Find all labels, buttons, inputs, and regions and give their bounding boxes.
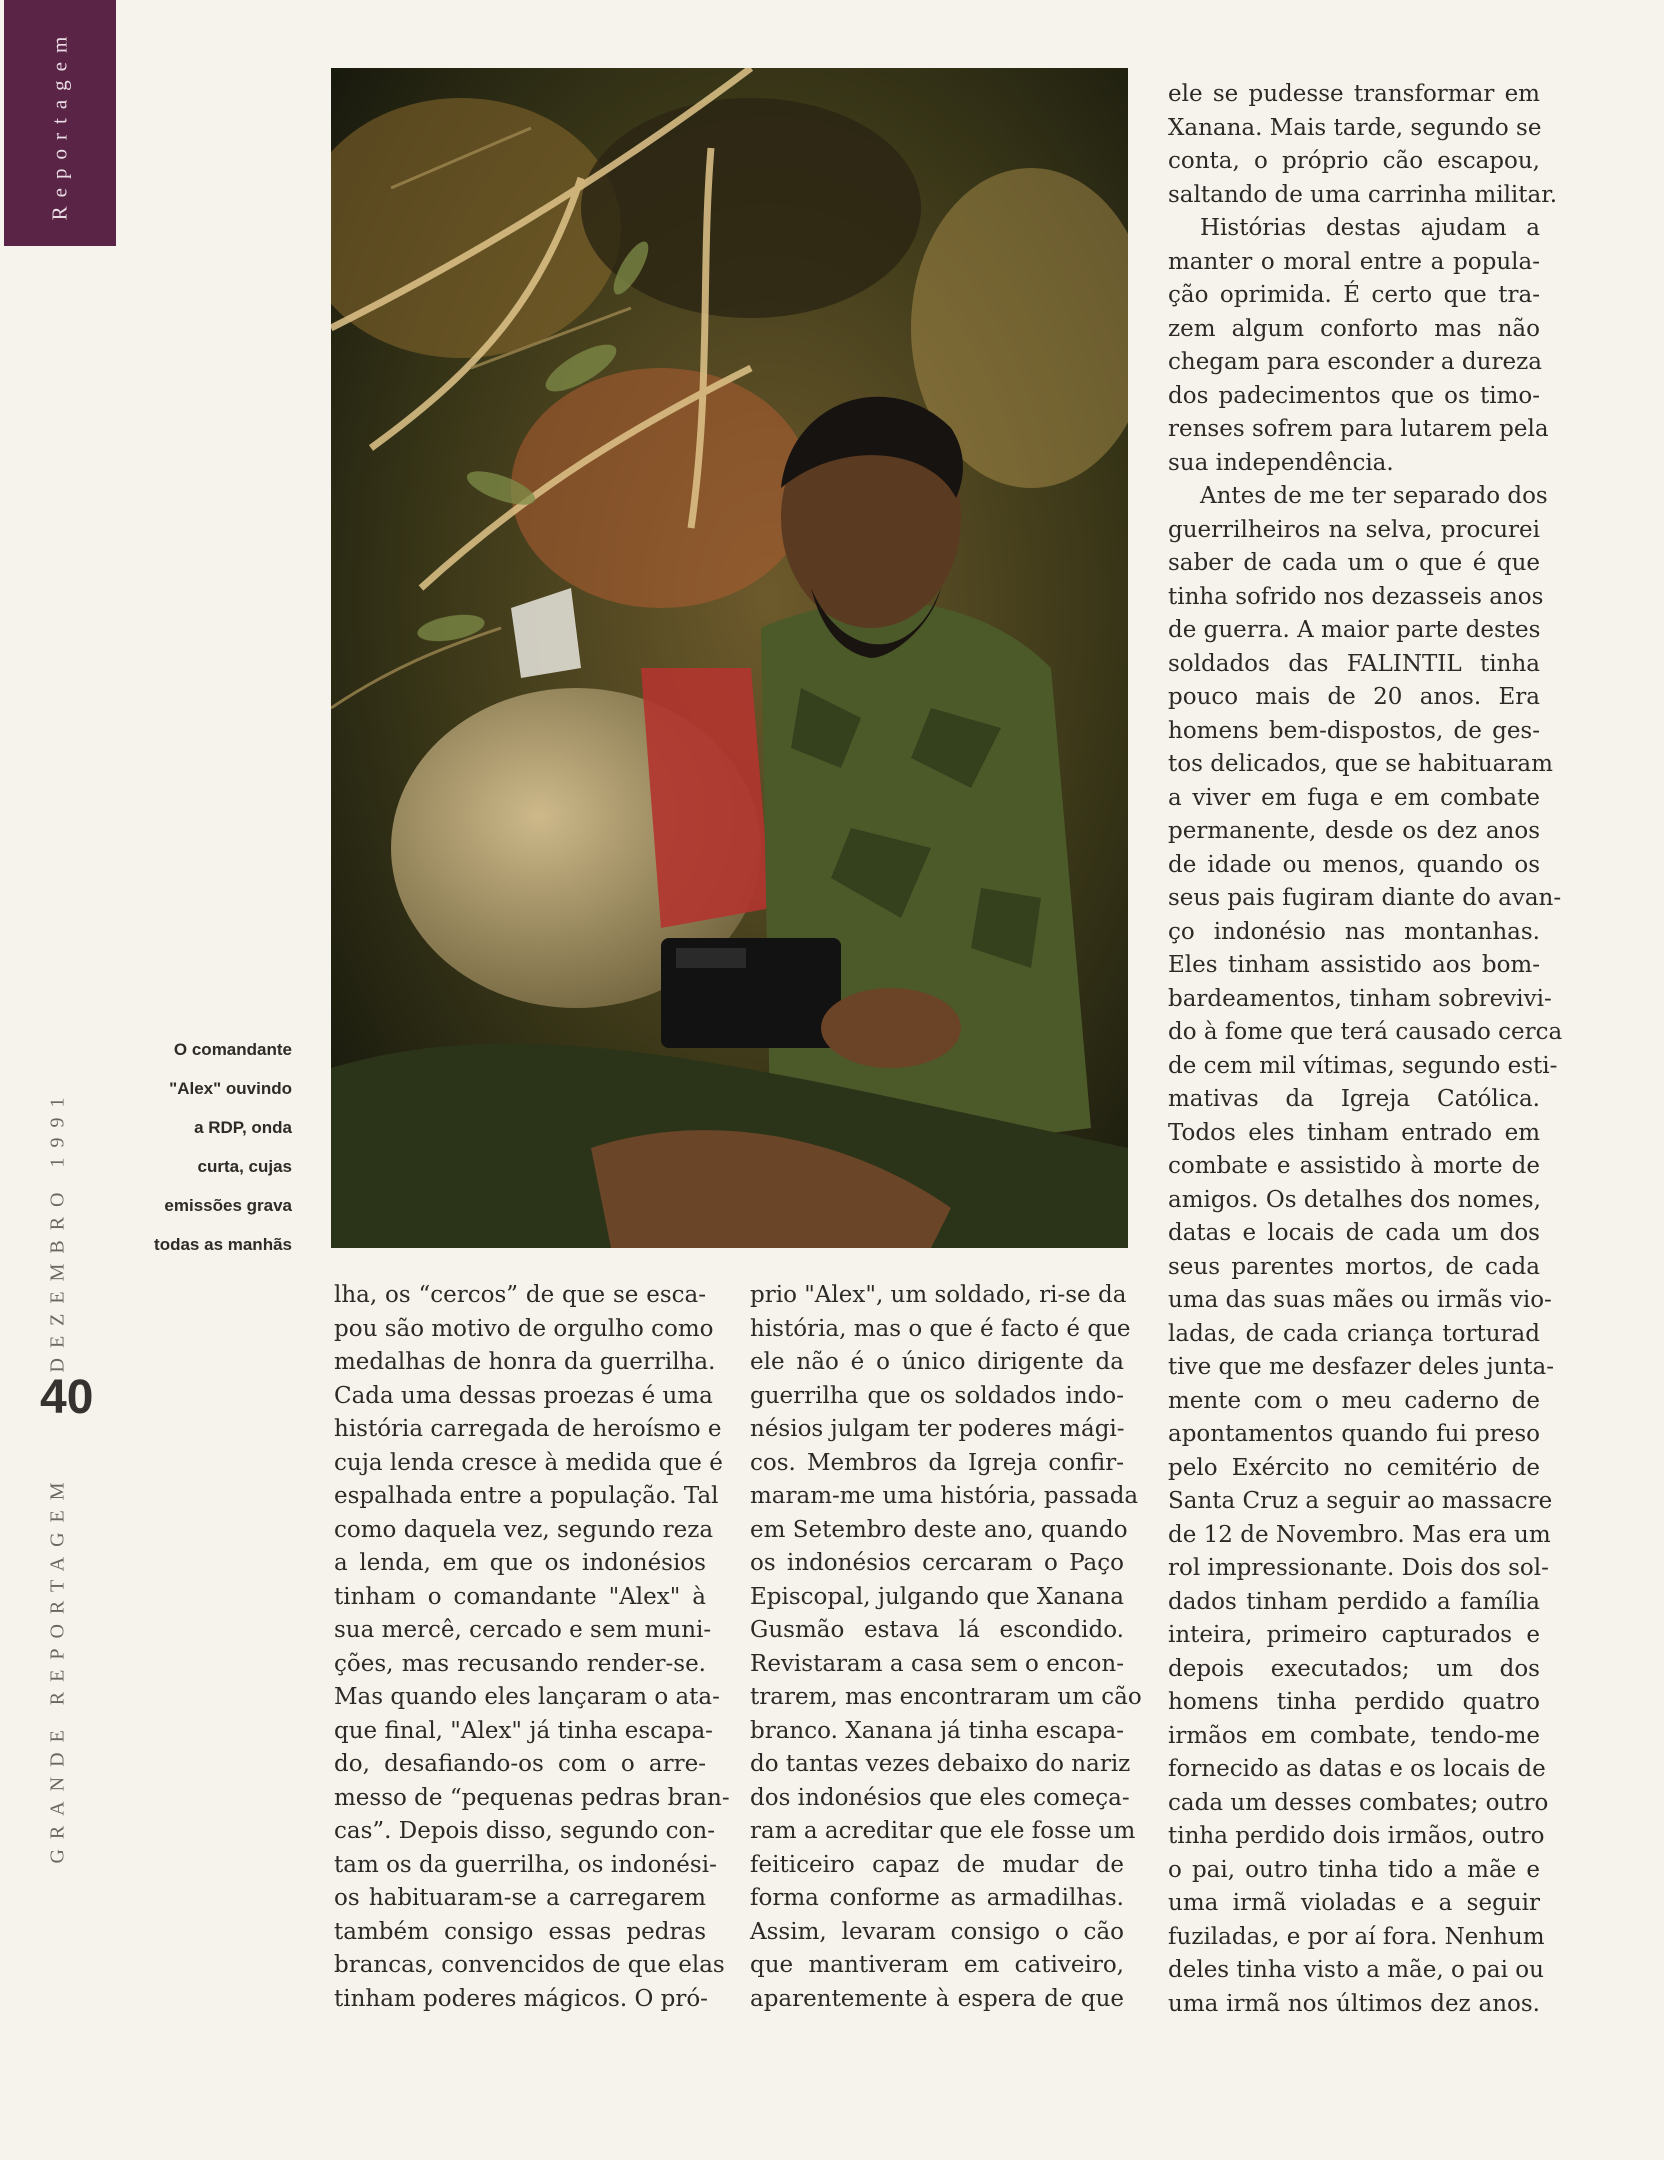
text-line: do à fome que terá causado cerca (1168, 1019, 1563, 1045)
text-line: a lenda, em que os indonésios (334, 1550, 706, 1576)
text-line: os habituaram-se a carregarem (334, 1885, 706, 1911)
text-line: manter o moral entre a popula- (1168, 248, 1540, 275)
text-line: os indonésios cercaram o Paço (750, 1550, 1124, 1576)
text-line: prio "Alex", um soldado, ri-se da (750, 1282, 1127, 1308)
text-line: pelo Exército no cemitério de (1168, 1454, 1540, 1481)
text-line: medalhas de honra da guerrilha. (334, 1349, 716, 1375)
photo-caption (118, 1030, 292, 1264)
text-line: aparentemente à espera de que (750, 1985, 1124, 2012)
page-number: 40 (40, 1371, 94, 1424)
text-line: forma conforme as armadilhas. (750, 1885, 1124, 1911)
text-column-3 (1168, 78, 1563, 2021)
text-line: tam os da guerrilha, os indonési- (334, 1851, 717, 1878)
text-line: sua independência. (1168, 449, 1394, 476)
text-line: cas”. Depois disso, segundo con- (334, 1818, 715, 1844)
text-line: bardeamentos, tinham sobrevivi- (1168, 985, 1552, 1012)
text-line: de guerra. A maior parte destes (1168, 617, 1541, 643)
text-line: lha, os “cercos” de que se esca- (334, 1282, 706, 1308)
text-line: ram a acreditar que ele fosse um (750, 1818, 1136, 1844)
text-line: Eles tinham assistido aos bom- (1168, 952, 1540, 978)
text-line: renses sofrem para lutarem pela (1168, 416, 1549, 442)
text-line: uma das suas mães ou irmãs vio- (1168, 1287, 1552, 1313)
text-line: branco. Xanana já tinha escapa- (750, 1717, 1124, 1744)
text-line: homens tinha perdido quatro (1168, 1689, 1540, 1715)
text-line: também consigo essas pedras (334, 1918, 706, 1945)
text-line: homens bem-dispostos, de ges- (1168, 717, 1540, 744)
text-line: ção oprimida. É certo que tra- (1168, 282, 1540, 308)
text-line: tinham o comandante "Alex" à (334, 1583, 706, 1610)
text-line: mente com o meu caderno de (1168, 1387, 1540, 1414)
text-line: história carregada de heroísmo e (334, 1416, 722, 1442)
caption-line: curta, cujas (197, 1157, 292, 1176)
text-line: o pai, outro tinha tido a mãe e (1168, 1856, 1540, 1883)
text-line: cuja lenda cresce à medida que é (334, 1449, 723, 1476)
text-line: Antes de me ter separado dos (1200, 483, 1548, 509)
text-line: que final, "Alex" já tinha escapa- (334, 1717, 713, 1744)
caption-line: O comandante (173, 1040, 292, 1059)
text-line: dos padecimentos que os timo- (1168, 382, 1540, 409)
text-line: em Setembro deste ano, quando (750, 1516, 1128, 1543)
text-line: dos indonésios que eles começa- (750, 1784, 1130, 1811)
text-line: pou são motivo de orgulho como (334, 1315, 714, 1342)
text-column-2 (750, 1279, 1142, 2016)
text-line: saber de cada um o que é que (1168, 550, 1540, 576)
text-line: datas e locais de cada um dos (1168, 1220, 1540, 1246)
text-line: irmãos em combate, tendo-me (1168, 1722, 1540, 1749)
text-line: brancas, convencidos de que elas (334, 1952, 725, 1978)
text-line: como daquela vez, segundo reza (334, 1516, 714, 1543)
text-line: ço indonésio nas montanhas. (1168, 918, 1540, 945)
text-line: soldados das FALINTIL tinha (1168, 650, 1540, 677)
text-line: ladas, de cada criança torturad (1168, 1320, 1540, 1347)
text-line: Santa Cruz a seguir ao massacre (1168, 1488, 1553, 1514)
guerrilla-photo (331, 68, 1128, 1248)
text-line: nésios julgam ter poderes mági- (750, 1416, 1125, 1442)
text-line: seus parentes mortos, de cada (1168, 1253, 1540, 1280)
text-line: Cada uma dessas proezas é uma (334, 1382, 713, 1409)
text-line: cos. Membros da Igreja confir- (750, 1449, 1124, 1476)
text-line: Episcopal, julgando que Xanana (750, 1583, 1124, 1610)
text-line: Todos eles tinham entrado em (1168, 1119, 1540, 1146)
text-line: que mantiveram em cativeiro, (750, 1952, 1124, 1978)
text-line: amigos. Os detalhes dos nomes, (1168, 1186, 1541, 1213)
text-line: de idade ou menos, quando os (1168, 851, 1540, 878)
text-line: mativas da Igreja Católica. (1168, 1086, 1540, 1112)
text-line: tive que me desfazer deles junta- (1168, 1354, 1555, 1380)
text-line: espalhada entre a população. Tal (334, 1483, 719, 1509)
text-line: história, mas o que é facto é que (750, 1315, 1131, 1342)
text-line: ele se pudesse transformar em (1168, 81, 1540, 107)
text-line: conta, o próprio cão escapou, (1168, 148, 1540, 174)
text-line: permanente, desde os dez anos (1168, 818, 1540, 844)
section-tab-label: Reportagem (47, 27, 72, 221)
text-line: sua mercê, cercado e sem muni- (334, 1617, 712, 1643)
text-line: de cem mil vítimas, segundo esti- (1168, 1052, 1558, 1079)
text-line: do, desafiando-os com o arre- (334, 1751, 706, 1777)
text-line: guerrilha que os soldados indo- (750, 1382, 1124, 1409)
text-line: apontamentos quando fui preso (1168, 1421, 1540, 1447)
text-line: Mas quando eles lançaram o ata- (334, 1684, 720, 1710)
text-line: fuziladas, e por aí fora. Nenhum (1168, 1923, 1545, 1950)
caption-line: "Alex" ouvindo (169, 1079, 292, 1098)
text-line: de 12 de Novembro. Mas era um (1168, 1521, 1551, 1548)
text-line: messo de “pequenas pedras bran- (334, 1784, 730, 1811)
caption-line: a RDP, onda (194, 1118, 292, 1137)
text-line: trarem, mas encontraram um cão (750, 1684, 1142, 1710)
magazine-name-label: GRANDE REPORTAGEM (46, 1472, 69, 1864)
text-line: uma irmã violadas e a seguir (1168, 1890, 1540, 1916)
text-line: maram-me uma história, passada (750, 1483, 1139, 1509)
text-line: tos delicados, que se habituaram (1168, 751, 1553, 777)
text-line: uma irmã nos últimos dez anos. (1168, 1990, 1540, 2017)
issue-date-label: DEZEMBRO 1991 (46, 1087, 69, 1373)
text-line: Assim, levaram consigo o cão (750, 1918, 1124, 1945)
text-line: Gusmão estava lá escondido. (750, 1617, 1124, 1643)
text-line: tinham poderes mágicos. O pró- (334, 1985, 708, 2012)
text-line: Revistaram a casa sem o encon- (750, 1650, 1124, 1677)
text-line: Histórias destas ajudam a (1200, 215, 1540, 241)
text-column-1 (334, 1279, 730, 2016)
text-line: feiticeiro capaz de mudar de (750, 1851, 1124, 1878)
text-line: chegam para esconder a dureza (1168, 349, 1542, 375)
text-line: saltando de uma carrinha militar. (1168, 181, 1558, 208)
text-line: depois executados; um dos (1168, 1655, 1540, 1682)
text-line: pouco mais de 20 anos. Era (1168, 684, 1540, 710)
text-line: a viver em fuga e em combate (1168, 784, 1540, 811)
text-line: combate e assistido à morte de (1168, 1153, 1540, 1179)
text-line: ele não é o único dirigente da (750, 1349, 1124, 1375)
caption-line: todas as manhãs (154, 1235, 292, 1254)
text-line: tinha sofrido nos dezasseis anos (1168, 583, 1544, 610)
text-line: dados tinham perdido a família (1168, 1588, 1540, 1615)
text-line: ções, mas recusando render-se. (334, 1650, 706, 1677)
text-line: do tantas vezes debaixo do nariz (750, 1751, 1131, 1777)
text-line: Xanana. Mais tarde, segundo se (1168, 114, 1542, 141)
caption-line: emissões grava (164, 1196, 292, 1215)
text-line: zem algum conforto mas não (1168, 315, 1540, 342)
text-line: guerrilheiros na selva, procurei (1168, 516, 1540, 543)
text-line: inteira, primeiro capturados e (1168, 1622, 1540, 1648)
text-line: tinha perdido dois irmãos, outro (1168, 1823, 1545, 1849)
text-line: cada um desses combates; outro (1168, 1789, 1549, 1816)
text-line: rol impressionante. Dois dos sol- (1168, 1555, 1549, 1581)
text-line: fornecido as datas e os locais de (1168, 1756, 1546, 1782)
section-tab (4, 0, 116, 246)
text-line: seus pais fugiram diante do avan- (1168, 885, 1562, 911)
text-line: deles tinha visto a mãe, o pai ou (1168, 1957, 1544, 1983)
